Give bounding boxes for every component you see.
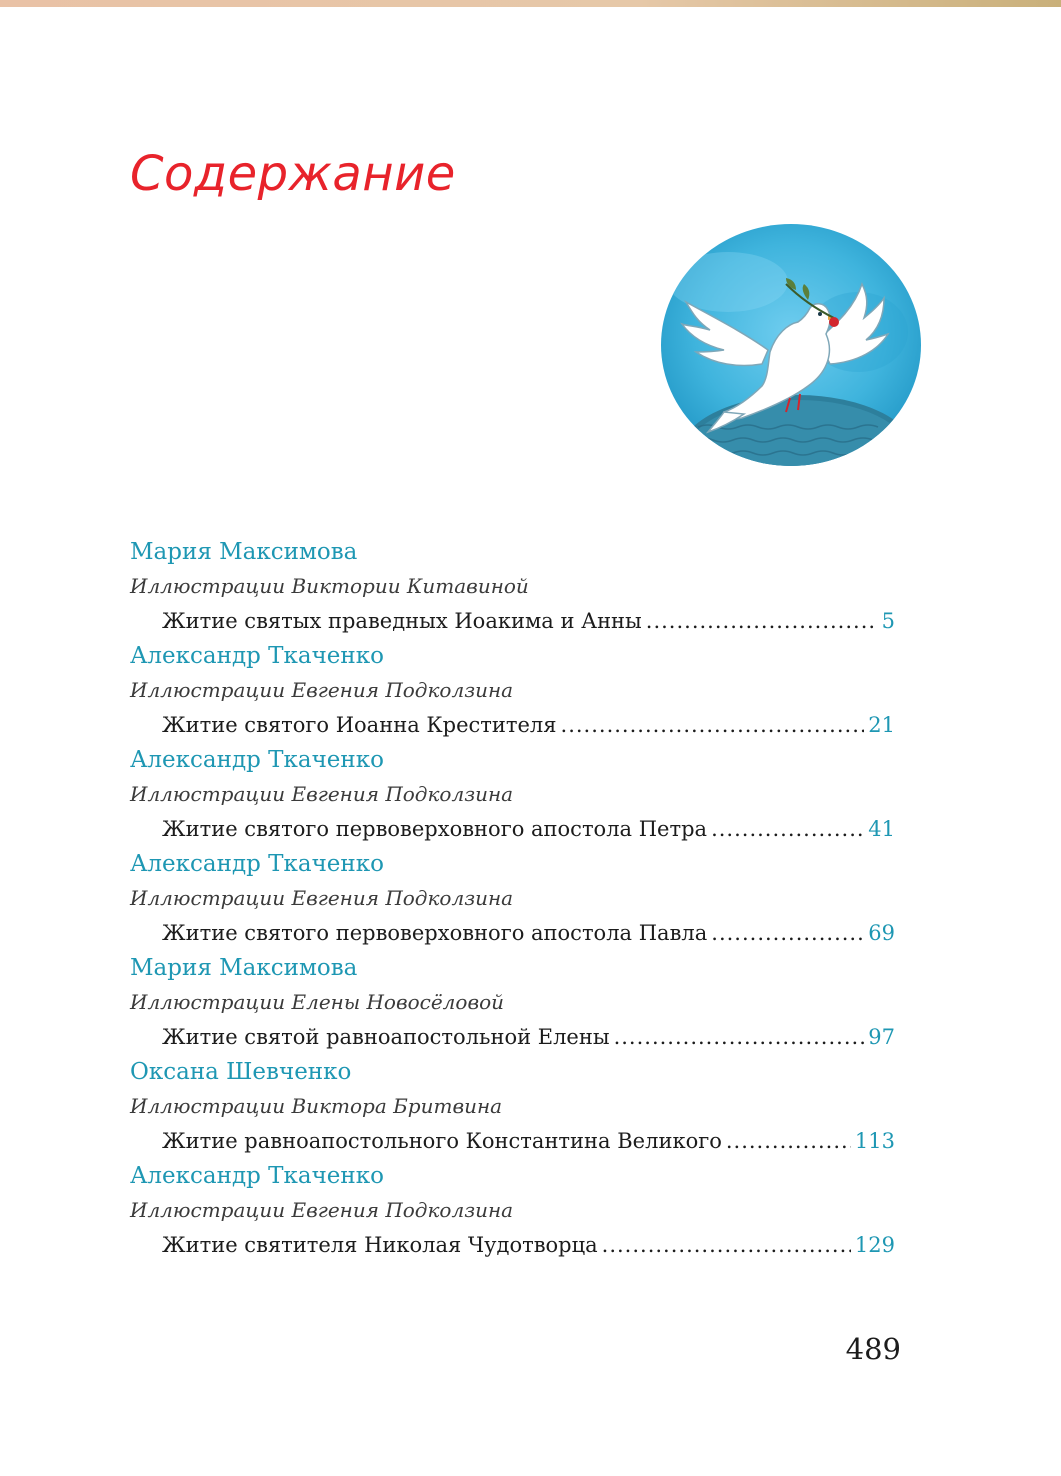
- toc-line[interactable]: [162, 915, 895, 951]
- toc-author: Оксана Шевченко: [130, 1059, 352, 1085]
- toc-illustrator: Иллюстрации Евгения Подколзина: [130, 1198, 514, 1222]
- toc-entry: [130, 639, 895, 743]
- toc-illustrator: Иллюстрации Евгения Подколзина: [130, 678, 514, 702]
- toc-title: Житие святого первоверховного апостола Павла: [162, 921, 708, 945]
- toc-title: Житие святого первоверховного апостола Петра: [162, 817, 708, 841]
- toc-page-number: 41: [868, 817, 895, 841]
- dot-leader: [561, 707, 865, 743]
- toc-entry: [130, 951, 895, 1055]
- top-decorative-band: [0, 0, 1061, 7]
- toc-author: Александр Ткаченко: [130, 1163, 384, 1189]
- toc-line[interactable]: [162, 707, 895, 743]
- toc-line[interactable]: [162, 603, 895, 639]
- dot-leader: [711, 915, 864, 951]
- toc-illustrator: Иллюстрации Елены Новосёловой: [130, 990, 505, 1014]
- toc-title: Житие равноапостольного Константина Великого: [162, 1129, 722, 1153]
- toc-line[interactable]: [162, 1227, 895, 1263]
- toc-page-number: 129: [854, 1233, 895, 1257]
- toc-title: Житие святого Иоанна Крестителя: [162, 713, 557, 737]
- dot-leader: [711, 811, 864, 847]
- toc-illustrator: Иллюстрации Виктории Китавиной: [130, 574, 529, 598]
- toc-illustrator: Иллюстрации Евгения Подколзина: [130, 782, 514, 806]
- toc-page-number: 21: [868, 713, 895, 737]
- toc-author: Александр Ткаченко: [130, 643, 384, 669]
- toc-line[interactable]: [162, 1123, 895, 1159]
- toc-page-number: 69: [868, 921, 895, 945]
- toc-entry: [130, 847, 895, 951]
- toc-author: Мария Максимова: [130, 539, 358, 565]
- toc-illustrator: Иллюстрации Евгения Подколзина: [130, 886, 514, 910]
- dot-leader: [726, 1123, 851, 1159]
- toc-entry: [130, 1159, 895, 1263]
- toc-author: Мария Максимова: [130, 955, 358, 981]
- toc-author: Александр Ткаченко: [130, 747, 384, 773]
- toc-author: Александр Ткаченко: [130, 851, 384, 877]
- toc-entry: [130, 1055, 895, 1159]
- toc-title: Житие святой равноапостольной Елены: [162, 1025, 610, 1049]
- dove-with-olive-branch-icon: [658, 222, 924, 468]
- dot-leader: [614, 1019, 865, 1055]
- toc-page-number: 97: [868, 1025, 895, 1049]
- toc-entry: [130, 535, 895, 639]
- toc-illustrator: Иллюстрации Виктора Бритвина: [130, 1094, 503, 1118]
- page-number: 489: [845, 1332, 901, 1366]
- toc-line[interactable]: [162, 1019, 895, 1055]
- toc-title: Житие святых праведных Иоакима и Анны: [162, 609, 642, 633]
- toc-line[interactable]: [162, 811, 895, 847]
- toc-page-number: 5: [881, 609, 895, 633]
- dot-leader: [646, 603, 878, 639]
- toc-page-number: 113: [854, 1129, 895, 1153]
- dot-leader: [602, 1227, 851, 1263]
- toc-entry: [130, 743, 895, 847]
- toc-title: Житие святителя Николая Чудотворца: [162, 1233, 598, 1257]
- table-of-contents: [130, 535, 895, 1263]
- page-title: Содержание: [130, 146, 456, 202]
